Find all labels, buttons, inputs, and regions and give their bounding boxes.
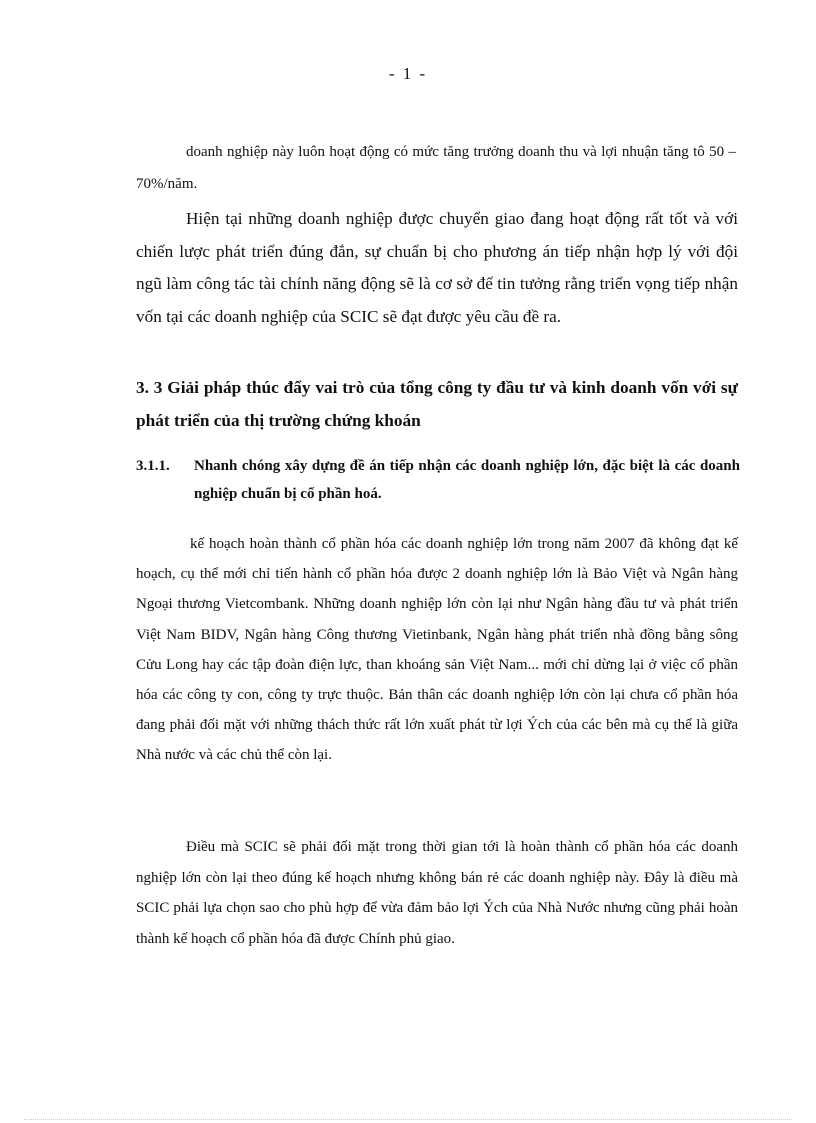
- subsection-title: Nhanh chóng xây dựng đề án tiếp nhận các doanh nghiệp lớn, đặc biệt là các doanh nghiệp chuẩn bị cổ phần hoá.: [194, 458, 740, 502]
- body-text: [136, 203, 738, 333]
- subsection-heading: [136, 452, 740, 508]
- section-heading: 3. 3 Giải pháp thúc đẩy vai trò của tổng công ty đầu tư và kinh doanh vốn với sự phát triển của thị trường chứng khoán: [136, 378, 738, 430]
- paragraph-equitization-plan: kế hoạch hoàn thành cổ phần hóa các doanh nghiệp lớn trong năm 2007 đã không đạt kế hoạch, cụ thể mới chỉ tiến hành cổ phần hóa được 2 doanh nghiệp lớn là Bảo Việt và Ngân hàng Ngoại thương Vietcombank. Những doanh nghiệp lớn còn lại như Ngân hàng đầu tư và phát triển Việt Nam BIDV, Ngân hàng Công thương Vietinbank, Ngân hàng phát triển nhà đồng bằng sông Cửu Long hay các tập đoàn điện lực, than khoáng sản Việt Nam... mới chỉ dừng lại ở việc cổ phần hóa các công ty con, công ty trực thuộc. Bản thân các doanh nghiệp lớn còn lại chưa cổ phần hóa đang phải đối mặt với những thách thức rất lớn xuất phát từ lợi Ých của các bên mà cụ thể là giữa Nhà nước và các chủ thể còn lại.: [136, 536, 738, 764]
- section-heading-block: [136, 372, 738, 437]
- body-text: [136, 832, 738, 954]
- paragraph-continuation: doanh nghiệp này luôn hoạt động có mức tăng trưởng doanh thu và lợi nhuận tăng tô 50 – 70%/năm.: [136, 144, 736, 192]
- paragraph-scic-challenge: Điều mà SCIC sẽ phải đối mặt trong thời gian tới là hoàn thành cổ phần hóa các doanh nghiệp lớn còn lại theo đúng kế hoạch nhưng không bán rẻ các doanh nghiệp này. Đây là điều mà SCIC phải lựa chọn sao cho phù hợp để vừa đảm bảo lợi Ých của Nhà Nước nhưng cũng phải hoàn thành kế hoạch cổ phần hóa đã được Chính phủ giao.: [136, 839, 738, 947]
- body-text: [136, 529, 738, 771]
- page-number: - 1 -: [388, 64, 428, 83]
- subsection-heading-block: [136, 452, 740, 508]
- body-text: [136, 136, 736, 200]
- page-bottom-rule: [24, 1119, 792, 1120]
- paragraph-prospects: Hiện tại những doanh nghiệp được chuyển giao đang hoạt động rất tốt và với chiến lược phát triển đúng đắn, sự chuẩn bị cho phương án tiếp nhận hợp lý với đội ngũ làm công tác tài chính năng động sẽ là cơ sở để tin tưởng rằng triển vọng tiếp nhận vốn tại các doanh nghiệp của SCIC sẽ đạt được yêu cầu đề ra.: [136, 209, 738, 326]
- subsection-number: 3.1.1.: [136, 458, 170, 474]
